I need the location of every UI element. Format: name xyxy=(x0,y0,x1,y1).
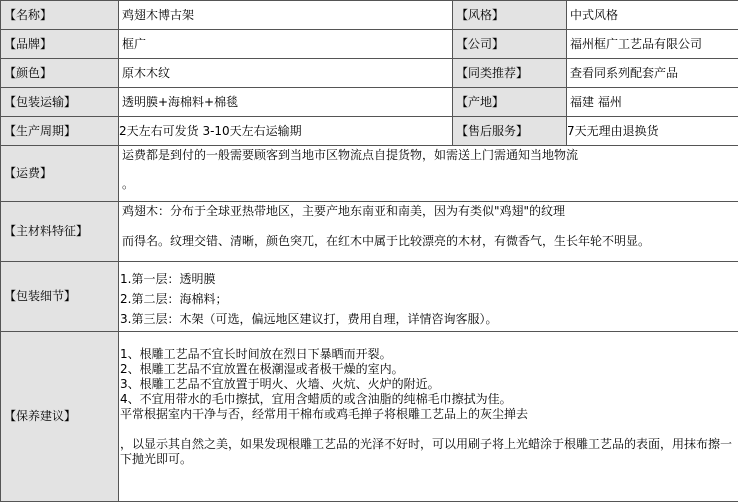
packing-value: 透明膜+海棉料+棉毯 xyxy=(119,88,453,117)
cycle-value: 2天左右可发货 3-10天左右运输期 xyxy=(119,117,453,146)
similar-label: 【同类推荐】 xyxy=(453,59,567,88)
style-label: 【风格】 xyxy=(453,1,567,30)
material-text xyxy=(119,202,738,262)
packaging-line: 1.第一层：透明膜 xyxy=(120,269,738,289)
service-label: 【售后服务】 xyxy=(453,117,567,146)
table-row xyxy=(1,30,738,59)
freight-text xyxy=(119,146,738,202)
care-line: 3、根雕工艺品不宜放置于明火、火墙、火炕、火炉的附近。 xyxy=(120,377,738,392)
packing-label: 【包装运输】 xyxy=(1,88,119,117)
material-line: 而得名。纹理交错、清晰，颜色突兀，在红木中属于比较漂亮的木材，有微香气，生长年轮不明显。 xyxy=(122,234,738,249)
care-line: 4、不宜用带水的毛巾擦拭，宜用含蜡质的或含油脂的纯棉毛巾擦拭为佳。 xyxy=(120,392,738,407)
packaging-line: 3.第三层：木架（可选，偏远地区建议打，费用自理，详情咨询客服）。 xyxy=(120,309,738,329)
material-label: 【主材料特征】 xyxy=(1,202,119,262)
origin-label: 【产地】 xyxy=(453,88,567,117)
table-row xyxy=(1,1,738,30)
table-row xyxy=(1,117,738,146)
care-line: 1、根雕工艺品不宜长时间放在烈日下暴晒而开裂。 xyxy=(120,347,738,362)
brand-label: 【品牌】 xyxy=(1,30,119,59)
table-row xyxy=(1,262,738,332)
service-value: 7天无理由退换货 xyxy=(567,117,738,146)
cycle-label: 【生产周期】 xyxy=(1,117,119,146)
table-row xyxy=(1,88,738,117)
company-value: 福州框广工艺品有限公司 xyxy=(567,30,738,59)
company-label: 【公司】 xyxy=(453,30,567,59)
brand-value: 框广 xyxy=(119,30,453,59)
freight-line: 运费都是到付的一般需要顾客到当地市区物流点自提货物，如需送上门需通知当地物流 xyxy=(122,148,738,163)
care-line: 2、根雕工艺品不宜放置在极潮湿或者极干燥的室内。 xyxy=(120,362,738,377)
care-line: 下抛光即可。 xyxy=(120,452,738,467)
care-line: ，以显示其自然之美，如果发现根雕工艺品的光泽不好时，可以用刷子将上光蜡涂于根雕工艺品的表面，用抹布擦一 xyxy=(120,437,738,452)
freight-label: 【运费】 xyxy=(1,146,119,202)
table-row xyxy=(1,146,738,202)
material-line: 鸡翅木：分布于全球亚热带地区，主要产地东南亚和南美，因为有类似"鸡翅"的纹理 xyxy=(122,204,738,219)
name-label: 【名称】 xyxy=(1,1,119,30)
name-value: 鸡翅木博古架 xyxy=(119,1,453,30)
similar-products-link[interactable]: 查看同系列配套产品 xyxy=(567,59,738,88)
care-label: 【保养建议】 xyxy=(1,332,119,502)
packaging-line: 2.第二层：海棉料； xyxy=(120,289,738,309)
freight-line: 。 xyxy=(122,177,738,192)
packaging-label: 【包装细节】 xyxy=(1,262,119,332)
style-value: 中式风格 xyxy=(567,1,738,30)
color-value: 原木木纹 xyxy=(119,59,453,88)
table-row xyxy=(1,332,738,502)
packaging-text xyxy=(119,262,738,332)
origin-value: 福建 福州 xyxy=(567,88,738,117)
care-line: 平常根据室内干净与否，经常用干棉布或鸡毛掸子将根雕工艺品上的灰尘掸去 xyxy=(120,407,738,422)
table-row xyxy=(1,59,738,88)
table-row xyxy=(1,202,738,262)
care-text xyxy=(119,332,738,502)
color-label: 【颜色】 xyxy=(1,59,119,88)
